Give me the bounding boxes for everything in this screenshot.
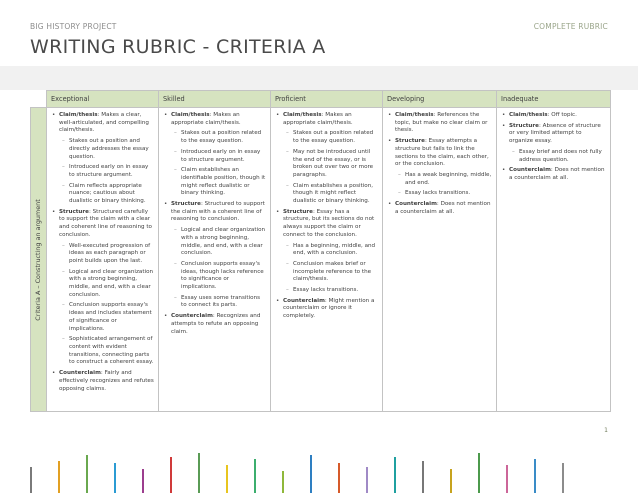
criteria-text: : Essay attempts a structure but fails to link the sections to the claim, each other, or the conclusion. — [395, 138, 489, 168]
sub-item: – Essay uses some transitions to connect its parts. — [181, 295, 266, 310]
sub-list — [509, 149, 606, 164]
cell-skilled — [159, 108, 271, 412]
cell-exceptional — [47, 108, 159, 412]
criteria-list — [501, 112, 606, 183]
criteria-text: : Essay has a structure, but its sections do not always support the claim or connect to the conclusion. — [283, 208, 375, 238]
criteria-label: Structure — [59, 208, 89, 215]
criteria-item — [283, 209, 378, 295]
sub-item: – Claim reflects appropriate nuance; cautious about dualistic or binary thinking. — [69, 183, 154, 206]
criteria-label: Counterclaim — [59, 370, 101, 377]
rubric-table — [30, 90, 611, 412]
criteria-item — [509, 112, 606, 120]
decorative-bar — [254, 459, 256, 493]
decorative-bar — [58, 461, 60, 493]
decorative-bar — [170, 457, 172, 493]
sub-item: – Sophisticated arrangement of content with evident transitions, connecting parts to construct a coherent essay. — [69, 336, 154, 367]
sub-item: – Essay lacks transitions. — [293, 287, 378, 295]
sub-item: – Logical and clear organization with a strong beginning, middle, and end, with a clear conclusion. — [69, 269, 154, 300]
page-title: WRITING RUBRIC - CRITERIA A — [30, 36, 326, 58]
criteria-label: Structure — [395, 138, 425, 145]
criteria-label: Structure — [171, 201, 201, 208]
criteria-text: : Structured to support the claim with a coherent line of reasoning to conclusion. — [171, 201, 265, 223]
criteria-label: Counterclaim — [171, 313, 213, 320]
rubric-table-wrap — [30, 90, 610, 409]
sub-item: – Has a weak beginning, middle, and end. — [405, 172, 492, 187]
sub-list — [171, 227, 266, 310]
sub-item: – Logical and clear organization with a strong beginning, middle, and end, with a clear conclusion. — [181, 227, 266, 258]
criteria-row — [31, 108, 611, 412]
criteria-item — [59, 370, 154, 393]
criteria-text: : References the topic, but make no clear claim or thesis. — [395, 112, 488, 134]
criteria-label: Counterclaim — [395, 201, 437, 208]
criteria-item — [395, 112, 492, 135]
criteria-text: : Does not mention a counterclaim at all. — [509, 167, 605, 181]
cell-proficient — [271, 108, 383, 412]
page-number: 1 — [604, 427, 608, 434]
cell-inadequate — [497, 108, 611, 412]
criteria-label: Claim/thesis — [171, 112, 210, 118]
column-header-skilled: Skilled — [159, 91, 271, 108]
criteria-label: Structure — [283, 208, 313, 215]
criteria-text: : Makes an appropriate claim/thesis. — [171, 112, 241, 126]
project-label: BIG HISTORY PROJECT — [30, 22, 117, 31]
sub-item: – Stakes out a position and directly addresses the essay question. — [69, 138, 154, 161]
header-row — [31, 91, 611, 108]
decorative-bar — [114, 463, 116, 493]
sub-item: – Conclusion supports essay's ideas and includes statement of significance or implications. — [69, 302, 154, 333]
cell-developing — [383, 108, 497, 412]
criteria-label: Claim/thesis — [509, 112, 548, 118]
sub-item: – Introduced early on in essay to structure argument. — [181, 149, 266, 164]
row-label: Criteria A – Constructing an argument — [33, 198, 42, 321]
criteria-text: : Structured carefully to support the claim with a clear and coherent line of reasoning to conclusion. — [59, 208, 152, 238]
criteria-item — [283, 112, 378, 206]
sub-item: – Essay brief and does not fully address question. — [519, 149, 606, 164]
decorative-bar — [282, 471, 284, 493]
sub-item: – Essay lacks transitions. — [405, 190, 492, 198]
sub-item: – Claim establishes an identifiable position, though it might reflect dualistic or binary thinking. — [181, 167, 266, 198]
criteria-item — [59, 209, 154, 367]
criteria-label: Counterclaim — [283, 297, 325, 304]
criteria-list — [51, 112, 154, 393]
decorative-bar — [86, 455, 88, 493]
sub-item: – Well-executed progression of ideas as each paragraph or point builds upon the last. — [69, 243, 154, 266]
decorative-bar — [534, 459, 536, 493]
sub-list — [395, 172, 492, 198]
sub-list — [59, 138, 154, 206]
criteria-label: Claim/thesis — [59, 112, 98, 118]
decorative-bar — [394, 457, 396, 493]
sub-item: – Claim establishes a position, though it might reflect dualistic or binary thinking. — [293, 183, 378, 206]
criteria-item — [395, 201, 492, 216]
criteria-text: : Absence of structure or very limited attempt to organize essay. — [509, 122, 601, 145]
decorative-bar — [450, 469, 452, 493]
sub-list — [283, 243, 378, 295]
decorative-bar — [478, 453, 480, 493]
decorative-bar — [366, 467, 368, 493]
criteria-list — [163, 112, 266, 336]
corner-cell — [31, 91, 47, 108]
decorative-bar — [422, 461, 424, 493]
decorative-bar — [30, 467, 32, 493]
criteria-item — [171, 201, 266, 310]
sub-item: – May not be introduced until the end of the essay, or is broken out over two or more paragraphs. — [293, 149, 378, 180]
complete-rubric-link[interactable]: COMPLETE RUBRIC — [533, 22, 608, 31]
criteria-text: : Recognizes and attempts to refute an opposing claim. — [171, 313, 261, 335]
criteria-text: : Off topic. — [547, 112, 577, 118]
criteria-list — [275, 112, 378, 321]
criteria-item — [395, 138, 492, 198]
decorative-bar — [198, 453, 200, 493]
criteria-label: Claim/thesis — [283, 112, 322, 118]
criteria-item — [171, 313, 266, 336]
criteria-text: : Makes an appropriate claim/thesis. — [283, 112, 353, 126]
header-band — [0, 66, 638, 90]
criteria-label: Counterclaim — [509, 167, 551, 174]
sub-list — [283, 130, 378, 205]
criteria-text: : Might mention a counterclaim or ignore it completely. — [283, 297, 375, 320]
criteria-label: Claim/thesis — [395, 112, 434, 118]
column-header-exceptional: Exceptional — [47, 91, 159, 108]
column-header-developing: Developing — [383, 91, 497, 108]
criteria-item — [171, 112, 266, 198]
criteria-text: : Fairly and effectively recognizes and refutes opposing claims. — [59, 370, 154, 392]
column-header-inadequate: Inadequate — [497, 91, 611, 108]
decorative-bar — [506, 465, 508, 493]
criteria-label: Structure — [509, 122, 539, 129]
sub-list — [59, 243, 154, 368]
sub-item: – Introduced early on in essay to structure argument. — [69, 164, 154, 179]
sub-item: – Has a beginning, middle, and end, with a conclusion. — [293, 243, 378, 258]
decorative-bar — [338, 463, 340, 493]
sub-item: – Conclusion supports essay's ideas, though lacks reference to significance or implications. — [181, 261, 266, 292]
sub-item: – Stakes out a position related to the essay question. — [181, 130, 266, 145]
decorative-bar — [562, 463, 564, 493]
criteria-item — [59, 112, 154, 206]
row-label-cell — [31, 108, 47, 412]
sub-list — [171, 130, 266, 198]
decorative-bar — [310, 455, 312, 493]
criteria-text: : Does not mention a counterclaim at all. — [395, 201, 491, 215]
column-header-proficient: Proficient — [271, 91, 383, 108]
criteria-item — [509, 167, 606, 182]
sub-item: – Stakes out a position related to the essay question. — [293, 130, 378, 145]
criteria-list — [387, 112, 492, 216]
decorative-bar — [142, 469, 144, 493]
criteria-item — [509, 123, 606, 165]
decorative-bar — [226, 465, 228, 493]
criteria-text: : Makes a clear, well-articulated, and compelling claim/thesis. — [59, 112, 149, 134]
criteria-item — [283, 298, 378, 321]
sub-item: – Conclusion makes brief or incomplete reference to the claim/thesis. — [293, 261, 378, 284]
